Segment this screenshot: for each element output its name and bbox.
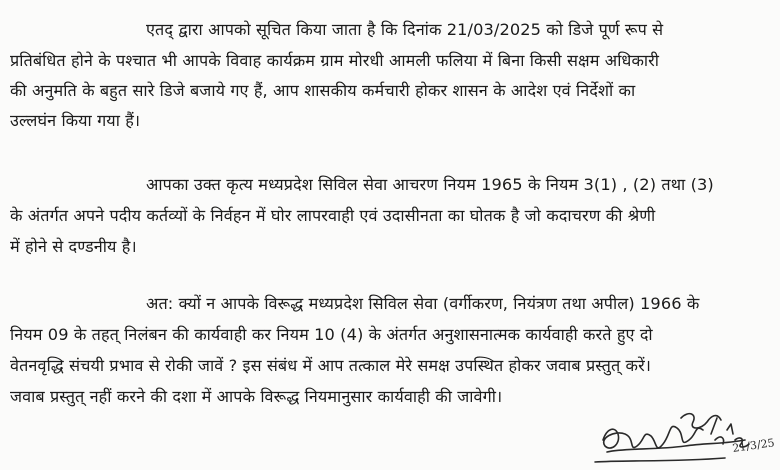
paragraph-3-line-1: अत: क्यों न आपके विरूद्ध मध्यप्रदेश सिविल सेवा (वर्गीकरण, नियंत्रण तथा अपील) 1966 के — [146, 294, 700, 313]
paragraph-1-line-4: उल्लघंन किया गया हैं। — [10, 111, 141, 130]
paragraph-3-line-2: नियम 09 के तहत् निलंबन की कार्यवाही कर नियम 10 (4) के अंतर्गत अनुशासनात्मक कार्यवाही करते हुए दो — [10, 325, 653, 344]
paragraph-2-line-3: में होने से दण्डनीय है। — [10, 237, 137, 256]
paragraph-1-line-1: एतद् द्वारा आपको सूचित किया जाता है कि दिनांक 21/03/2025 को डिजे पूर्ण रूप से — [146, 20, 664, 39]
signature-date-text: 21/3/25 — [731, 436, 776, 455]
paragraph-3-line-3: वेतनवृद्धि संचयी प्रभाव से रोकी जावें ? इस संबंध में आप तत्काल मेरे समक्ष उपस्थित होकर जवाब प्रस्तुत् करें। — [10, 356, 652, 375]
paragraph-2-line-1: आपका उक्त कृत्य मध्यप्रदेश सिविल सेवा आचरण नियम 1965 के नियम 3(1) , (2) तथा (3) — [146, 175, 714, 194]
handwritten-signature — [585, 400, 776, 470]
paragraph-3-line-4: जवाब प्रस्तुत् नहीं करने की दशा में आपके विरूद्ध नियमानुसार कार्यवाही की जावेगी। — [10, 387, 503, 406]
paragraph-1-line-3: की अनुमति के बहुत सारे डिजे बजाये गए हैं, आप शासकीय कर्मचारी होकर शासन के आदेश एवं निर्देशों का — [10, 81, 636, 100]
signature-scribble-icon — [585, 400, 776, 470]
paragraph-1-line-2: प्रतिबंधित होने के पश्चात भी आपके विवाह कार्यक्रम ग्राम मोरधी आमली फलिया में बिना किसी सक्षम अधिकारी — [10, 51, 660, 70]
paragraph-2-line-2: के अंतर्गत अपने पदीय कर्तव्यों के निर्वहन में घोर लापरवाही एवं उदासीनता का घोतक है जो कदाचरण की श्रेणी — [10, 206, 656, 225]
